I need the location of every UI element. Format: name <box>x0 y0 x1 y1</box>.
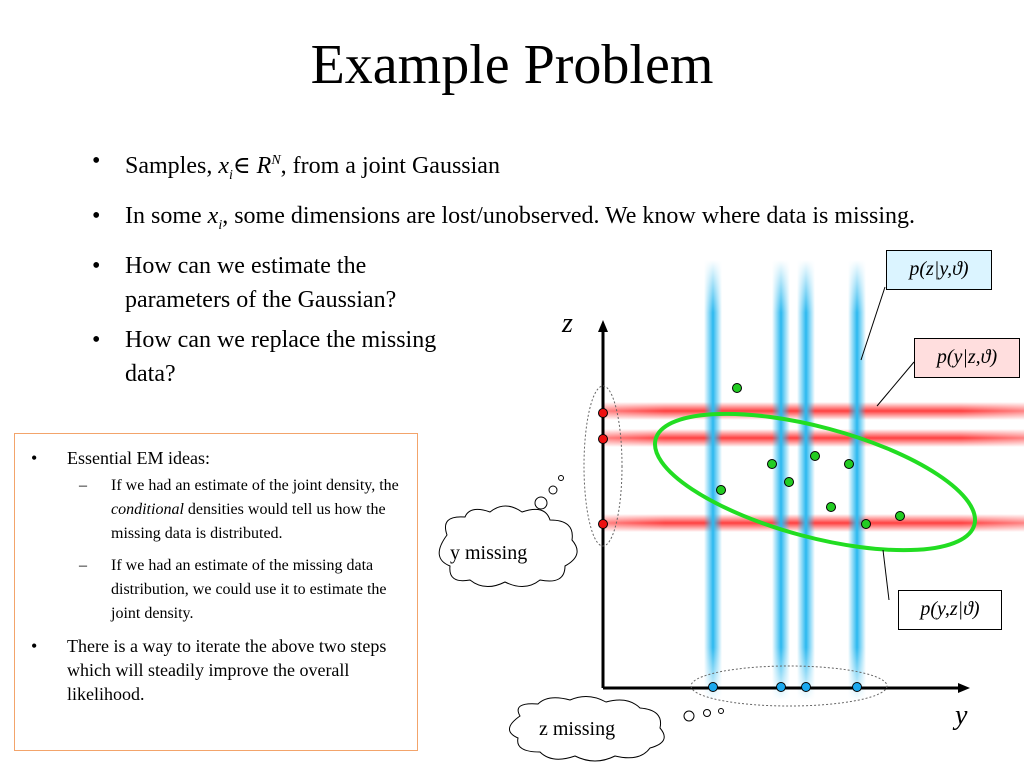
y-only-point <box>709 683 718 692</box>
observed-point <box>768 460 777 469</box>
em-idea-conditional: – If we had an estimate of the joint density, the conditional densities would tell us how the missing data is distributed. <box>67 474 411 546</box>
z-missing-label: z missing <box>539 718 616 740</box>
em-iterate-note: • There is a way to iterate the above two steps which will steadily improve the overall likelihood. <box>31 634 411 706</box>
em-idea-joint-density: – If we had an estimate of the missing data distribution, we could use it to estimate the joint density. <box>67 554 411 626</box>
bullet-samples: • Samples, $x_i\in$ $R^N$, from a joint Gaussian <box>92 144 942 193</box>
observed-point <box>845 460 854 469</box>
y-missing-thought-cloud <box>439 476 577 587</box>
y-only-point <box>853 683 862 692</box>
observed-point <box>733 384 742 393</box>
slide-title: Example Problem <box>310 34 714 96</box>
z-only-point <box>599 409 608 418</box>
bullet-estimate-parameters: • How can we estimate the parameters of the Gaussian? <box>92 249 445 317</box>
em-ideas-heading: • Essential EM ideas: – If we had an estimate of the joint density, the conditional densities would tell us how the missing data is distributed. – If we had an estimate of the missing data distribution, we could use it to estimate the joint density. <box>31 446 411 626</box>
label-p-z-given-y: p(z|y,ϑ) <box>886 250 992 290</box>
y-axis-label: y <box>955 700 968 731</box>
y-only-point <box>777 683 786 692</box>
label-p-y-given-z: p(y|z,ϑ) <box>914 338 1020 378</box>
observed-point <box>717 486 726 495</box>
z-only-point <box>599 520 608 529</box>
y-missing-label: y missing <box>450 542 528 564</box>
z-axis-label: z <box>562 308 573 339</box>
observed-point <box>811 452 820 461</box>
observed-point <box>862 520 871 529</box>
observed-point <box>896 512 905 521</box>
label-p-yz-joint: p(y,z|ϑ) <box>898 590 1002 630</box>
y-only-point <box>802 683 811 692</box>
observed-point <box>827 503 836 512</box>
bullet-replace-missing: • How can we replace the missing data? <box>92 323 445 391</box>
bullet-missing-dimensions: • In some $x_i$, some dimensions are lost/unobserved. We know where data is missing. <box>92 199 942 243</box>
z-only-point <box>599 435 608 444</box>
observed-point <box>785 478 794 487</box>
